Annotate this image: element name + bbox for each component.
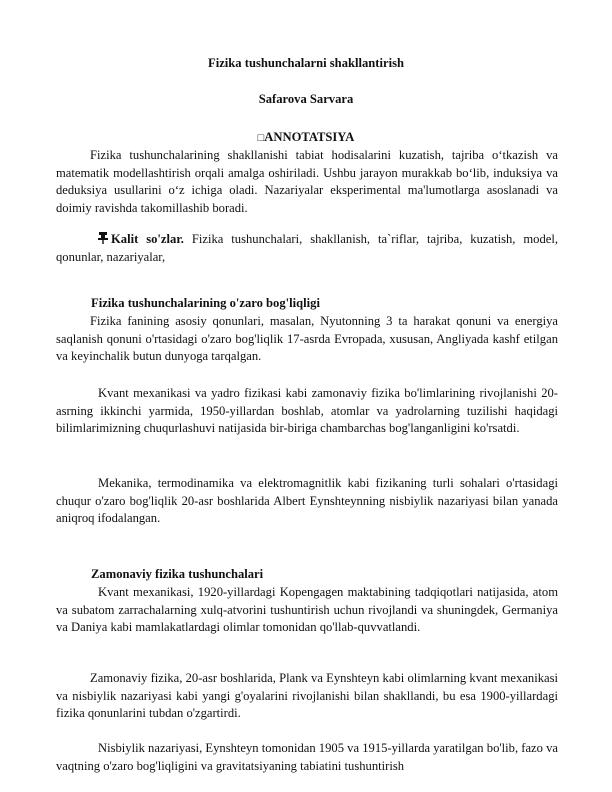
section1-paragraph-3: Mekanika, termodinamika va elektromagnitlik kabi fizikaning turli sohalari o'rtasidagi chuqur o'zaro bog'liqlik 20-asr boshlarida Albert Eynshteynning nisbiylik nazariyasi bilan yanada aniqroq ifodalangan.	[56, 476, 558, 526]
section2-heading: Zamonaviy fizika tushunchalari	[91, 567, 264, 581]
section1-heading: Fizika tushunchalarining o'zaro bog'liqligi	[91, 296, 320, 310]
section1-paragraph-2: Kvant mexanikasi va yadro fizikasi kabi zamonaviy fizika bo'limlarining rivojlanishi 20-asrning ikkinchi yarmida, 1950-yillardan boshlab, atomlar va yadrolarning tuzilishi haqidagi bilimlarimizning chuqurlashuvi natijasida bir-biriga chambarchas bog'langanligini ko'rsatdi.	[56, 386, 558, 436]
keywords-label: Kalit so'zlar.	[111, 232, 184, 246]
author-name: Safarova Sarvara	[258, 92, 354, 106]
annotation-heading	[0, 129, 612, 148]
section2-paragraph-2: Zamonaviy fizika, 20-asr boshlarida, Plank va Eynshteyn kabi olimlarning kvant mexanikasi va nisbiylik nazariyasi kabi yangi g'oyalarini rivojlanishi bilan shakllandi, bu esa 1900-yillardagi fizika qonunlarini tubdan o'zgartirdi.	[56, 671, 558, 721]
keywords-text: Fizika tushunchalari, shakllanish, ta`riflar, tajriba, kuzatish, model, qonunlar, nazariyalar,	[56, 232, 558, 264]
document-title: Fizika tushunchalarni shakllantirish	[208, 56, 404, 70]
annotation-paragraph	[56, 147, 558, 217]
annotation-text: Fizika tushunchalarining shakllanishi tabiat hodisalarini kuzatish, tajriba o‘tkazish va matematik modellashtirish orqali amalga oshiriladi. Ushbu jarayon murakkab bo‘lib, induksiya va deduksiya usullarini o‘z ichiga oladi. Nazariyalar eksperimental ma'lumotlarga asoslanadi va doimiy ravishda takomillashib boradi.	[56, 148, 558, 215]
box-glyph-icon: □	[257, 132, 265, 144]
pushpin-icon	[98, 232, 108, 244]
keywords-paragraph	[56, 231, 558, 266]
section2-paragraph-1: Kvant mexanikasi, 1920-yillardagi Kopengagen maktabining tadqiqotlari natijasida, atom va subatom zarrachalarning xulq-atvorini tushuntirish uchun rivojlandi va shuningdek, Germaniya va Daniya kabi mamlakatlardagi olimlar tomonidan qo'llab-quvvatlandi.	[56, 585, 558, 635]
section2-paragraph-3: Nisbiylik nazariyasi, Eynshteyn tomonidan 1905 va 1915-yillarda yaratilgan bo'lib, fazo va vaqtning o'zaro bog'liqligini va gravitatsiyaning tabiatini tushuntirish	[56, 741, 558, 773]
annotation-heading-text: ANNOTATSIYA	[264, 130, 355, 144]
section1-paragraph-1: Fizika fanining asosiy qonunlari, masalan, Nyutonning 3 ta harakat qonuni va energiya saqlanish qonuni o'rtasidagi o'zaro bog'liqlik 17-asrda Evropada, xususan, Angliyada kashf etilgan va keyinchalik butun dunyoga tarqalgan.	[56, 314, 558, 364]
